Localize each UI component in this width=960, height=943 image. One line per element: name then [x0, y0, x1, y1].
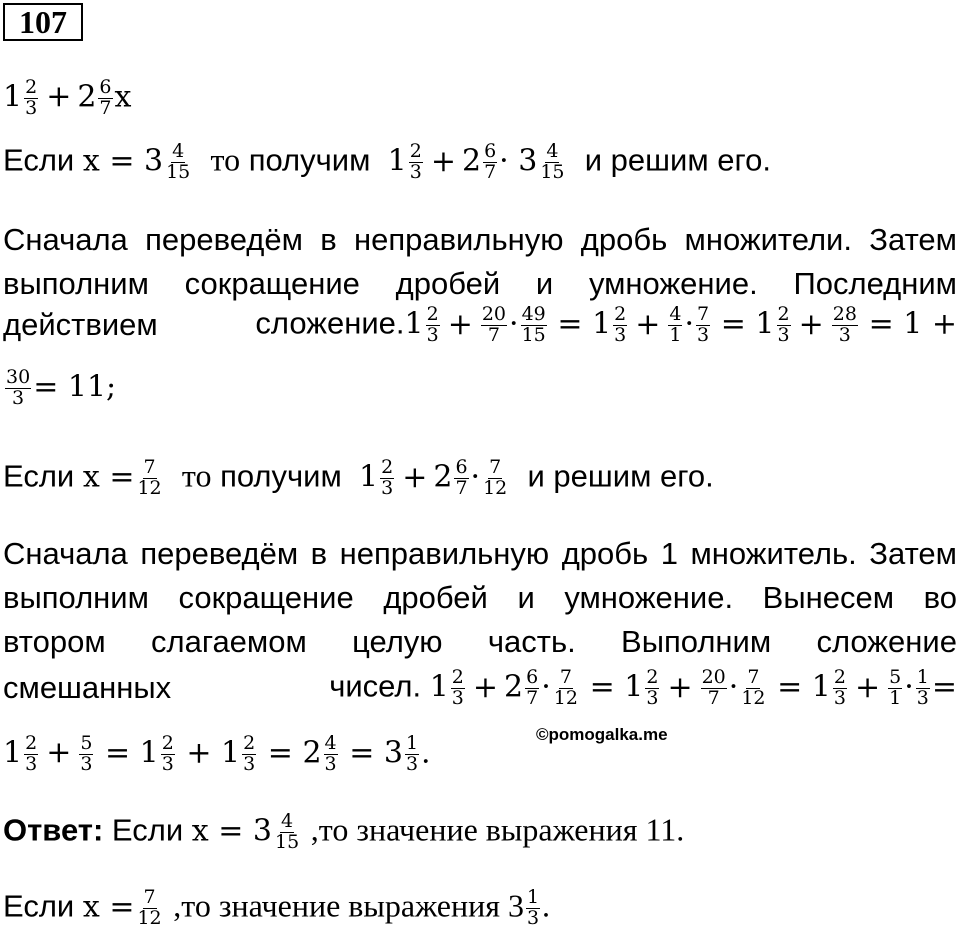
fraction: $\frac{4}{1}$: [669, 303, 682, 346]
watermark: ©pomogalka.me: [536, 725, 668, 744]
fraction: $\frac{20}{7}$: [701, 666, 726, 709]
fraction: $\frac{5}{3}$: [80, 732, 93, 775]
fraction: $\frac{4}{15}$: [166, 140, 191, 183]
answer-label: Ответ:: [3, 812, 104, 848]
fraction: $\frac{6}{7}$: [526, 666, 539, 709]
variable: x: [114, 79, 132, 115]
case2-para-line1: Сначала переведём в неправильную дробь 1 множитель. Затем: [3, 536, 957, 571]
fraction: $\frac{6}{7}$: [455, 456, 468, 499]
fraction: $\frac{7}{12}$: [553, 666, 578, 709]
fraction: $\frac{2}{3}$: [777, 303, 790, 346]
fraction: $\frac{2}{3}$: [161, 732, 174, 775]
fraction: $\frac{2}{3}$: [25, 732, 38, 775]
fraction: $\frac{2}{3}$: [833, 666, 846, 709]
fraction: $\frac{7}{12}$: [137, 456, 162, 499]
fraction: $\frac{6}{7}$: [99, 76, 112, 119]
fraction: $\frac{7}{12}$: [741, 666, 766, 709]
fraction: $\frac{2}{3}$: [426, 303, 439, 346]
fraction: $\frac{4}{15}$: [274, 810, 300, 853]
fraction: $\frac{7}{12}$: [137, 886, 162, 929]
fraction: $\frac{2}{3}$: [614, 303, 627, 346]
case2-header: Если x = $\frac{7}{12}$ то получим 1 $\frac{2}{3}$ + 2 $\frac{6}{7}$ · $\frac{7}{12}$ и решим его.: [3, 456, 714, 499]
fraction: $\frac{1}{3}$: [916, 666, 929, 709]
case1-para-line1: Сначала переведём в неправильную дробь множители. Затем: [3, 222, 957, 257]
whole-part: 2: [77, 79, 97, 115]
fraction: $\frac{2}{3}$: [409, 140, 422, 183]
whole-part: 1: [3, 79, 23, 115]
fraction: $\frac{7}{12}$: [483, 456, 508, 499]
fraction: $\frac{28}{3}$: [832, 303, 857, 346]
case2-result: 1 $\frac{2}{3}$ + $\frac{5}{3}$ = 1 $\frac{2}{3}$ + 1 $\frac{2}{3}$ = 2 $\frac{4}{3}$ = 3 $\frac{1}{3}$ .: [3, 732, 431, 775]
fraction: $\frac{2}{3}$: [243, 732, 256, 775]
answer-line1: Ответ: Если x = 3 $\frac{4}{15}$ ,то значение выражения 11.: [3, 810, 685, 853]
case1-calc-line: действием сложение.1 $\frac{2}{3}$ + $\frac{20}{7}$ · $\frac{49}{15}$ = 1 $\frac{2}{3}$ + $\frac{4}{1}$ · $\frac{7}{3}$ = 1 $\frac{2}{3}$ + $\frac{28}{3}$ = 1 +: [3, 303, 957, 346]
case1-result: $\frac{30}{3}$ = 11;: [6, 366, 117, 409]
fraction: $\frac{5}{1}$: [889, 666, 902, 709]
fraction: $\frac{1}{3}$: [526, 886, 540, 929]
fraction: $\frac{7}{3}$: [697, 303, 710, 346]
answer-line2: Если x = $\frac{7}{12}$ ,то значение выражения 3 $\frac{1}{3}$ .: [3, 886, 551, 929]
operator: +: [46, 79, 72, 115]
case1-para-line2: выполним сокращение дробей и умножение. Последним: [3, 266, 957, 301]
fraction: $\frac{2}{3}$: [646, 666, 659, 709]
fraction: $\frac{30}{3}$: [6, 366, 31, 409]
fraction: $\frac{4}{3}$: [324, 732, 337, 775]
fraction: $\frac{2}{3}$: [25, 76, 38, 119]
fraction: $\frac{1}{3}$: [405, 732, 419, 775]
fraction: $\frac{2}{3}$: [381, 456, 394, 499]
case1-header: Если x = 3 $\frac{4}{15}$ то получим 1 $\frac{2}{3}$ + 2 $\frac{6}{7}$ · 3 $\frac{4}{15}$ и решим его.: [3, 140, 771, 183]
fraction: $\frac{49}{15}$: [521, 303, 546, 346]
task-number: 107: [3, 3, 83, 41]
fraction: $\frac{4}{15}$: [540, 140, 565, 183]
fraction: $\frac{20}{7}$: [481, 303, 507, 346]
case2-para-line2: выполним сокращение дробей и умножение. Вынесем во: [3, 580, 957, 615]
fraction: $\frac{6}{7}$: [484, 140, 497, 183]
case2-calc-line: смешанных чисел. 1 $\frac{2}{3}$ + 2 $\frac{6}{7}$ · $\frac{7}{12}$ = 1 $\frac{2}{3}$ + $\frac{20}{7}$ · $\frac{7}{12}$ = 1 $\frac{2}{3}$ + $\frac{5}{1}$ · $\frac{1}{3}$ =: [3, 666, 957, 709]
case2-para-line3: втором слагаемом целую часть. Выполним сложение: [3, 624, 957, 659]
expression-line: [3, 78, 131, 119]
fraction: $\frac{2}{3}$: [451, 666, 464, 709]
